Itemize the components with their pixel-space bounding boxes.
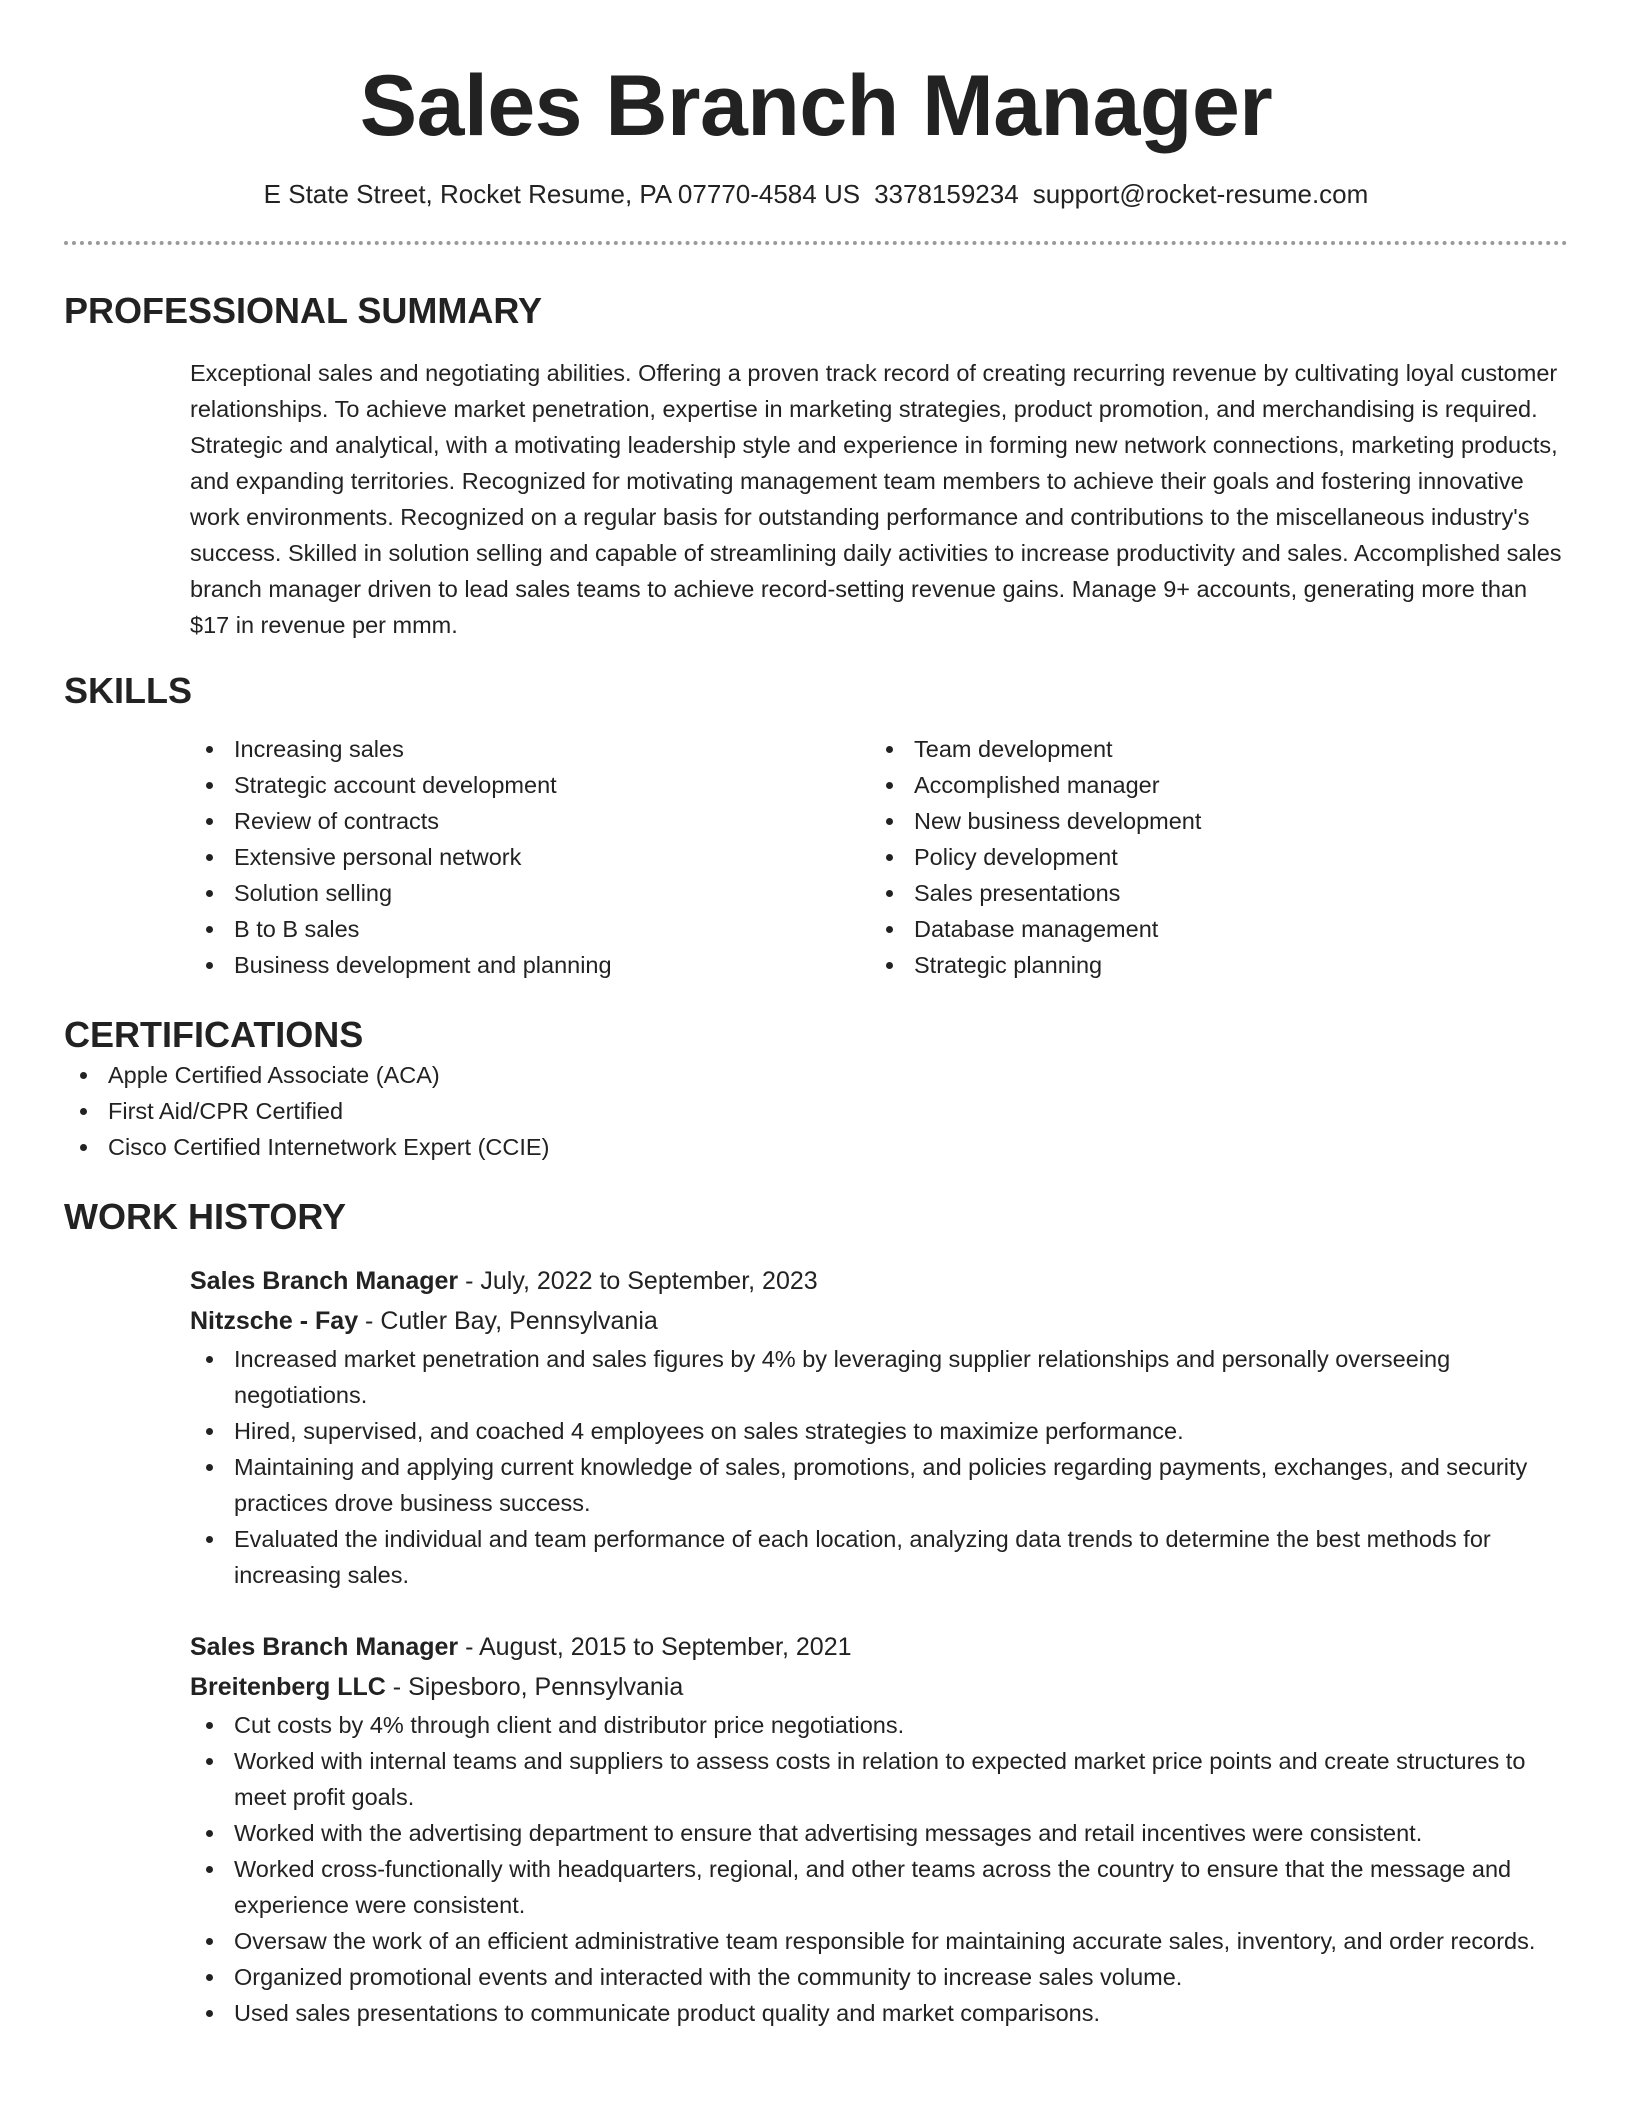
summary-section [64,289,1568,643]
skills-left-list [190,731,870,983]
page-title: Sales Branch Manager [359,58,1273,154]
contact-line [64,178,1568,210]
job-dates: - July, 2022 to September, 2023 [458,1267,818,1295]
skills-section [64,669,1568,983]
list-item: Sales presentations [870,875,1550,911]
list-item: Solution selling [190,875,870,911]
list-item: Accomplished manager [870,767,1550,803]
job-company-line [190,1301,1568,1341]
job-title-line [190,1627,1568,1667]
job-entry [190,1627,1568,2031]
skills-right-list [870,731,1550,983]
list-item: Extensive personal network [190,839,870,875]
list-item: Business development and planning [190,947,870,983]
list-item: Used sales presentations to communicate product quality and market comparisons. [190,1995,1568,2031]
summary-text: Exceptional sales and negotiating abilities. Offering a proven track record of creating recurring revenue by cultivating loyal customer relationships. To achieve market penetration, expertise in marketing strategies, product promotion, and merchandising is required. Strategic and analytical, with a motivating leadership style and experience in forming new network connections, marketing products, and expanding territories. Recognized for motivating management team members to achieve their goals and fostering innovative work environments. Recognized on a regular basis for outstanding performance and contributions to the miscellaneous industry's success. Skilled in solution selling and capable of streamlining daily activities to increase productivity and sales. Accomplished sales branch manager driven to lead sales teams to achieve record-setting revenue gains. Manage 9+ accounts, generating more than $17 in revenue per mmm. [190,360,1562,638]
job-title: Sales Branch Manager [190,1633,459,1661]
list-item: Increasing sales [190,731,870,767]
list-item: Strategic account development [190,767,870,803]
job-entry [190,1261,1568,1593]
job-company: Nitzsche - Fay [190,1307,359,1335]
list-item: Cisco Certified Internetwork Expert (CCIE) [64,1129,1568,1165]
certifications-section [64,1013,1568,1165]
contact-email: support@rocket-resume.com [1032,179,1369,209]
job-title-line [190,1261,1568,1301]
list-item: Worked with the advertising department to ensure that advertising messages and retail incentives were consistent. [190,1815,1568,1851]
list-item: Team development [870,731,1550,767]
list-item: Worked with internal teams and suppliers to assess costs in relation to expected market price points and create structures to meet profit goals. [190,1743,1568,1815]
job-company: Breitenberg LLC [190,1673,386,1701]
work-history-heading: WORK HISTORY [64,1196,347,1237]
list-item: Hired, supervised, and coached 4 employees on sales strategies to maximize performance. [190,1413,1568,1449]
list-item: First Aid/CPR Certified [64,1093,1568,1129]
job-dates: - August, 2015 to September, 2021 [458,1633,852,1661]
list-item: Worked cross-functionally with headquarters, regional, and other teams across the country to ensure that the message and experience were consistent. [190,1851,1568,1923]
certifications-list [64,1057,1568,1165]
contact-address: E State Street, Rocket Resume, PA 07770-4584 US [263,179,861,209]
list-item: B to B sales [190,911,870,947]
list-item: Oversaw the work of an efficient administrative team responsible for maintaining accurate sales, inventory, and order records. [190,1923,1568,1959]
contact-phone: 3378159234 [874,179,1019,209]
job-bullets [190,1707,1568,2031]
list-item: Maintaining and applying current knowledge of sales, promotions, and policies regarding payments, exchanges, and security practices drove business success. [190,1449,1568,1521]
work-history-section [64,1195,1568,2031]
list-item: New business development [870,803,1550,839]
job-location: - Sipesboro, Pennsylvania [385,1673,684,1701]
job-title: Sales Branch Manager [190,1267,459,1295]
header-divider [64,241,1568,245]
certifications-heading: CERTIFICATIONS [64,1014,364,1055]
job-company-line [190,1667,1568,1707]
skills-columns [190,731,1568,983]
job-location: - Cutler Bay, Pennsylvania [358,1307,658,1335]
resume-page [64,0,1568,2031]
summary-heading: PROFESSIONAL SUMMARY [64,290,543,331]
job-bullets [190,1341,1568,1593]
list-item: Apple Certified Associate (ACA) [64,1057,1568,1093]
list-item: Cut costs by 4% through client and distributor price negotiations. [190,1707,1568,1743]
list-item: Strategic planning [870,947,1550,983]
skills-heading: SKILLS [64,670,193,711]
list-item: Policy development [870,839,1550,875]
list-item: Evaluated the individual and team performance of each location, analyzing data trends to determine the best methods for increasing sales. [190,1521,1568,1593]
list-item: Organized promotional events and interacted with the community to increase sales volume. [190,1959,1568,1995]
list-item: Database management [870,911,1550,947]
list-item: Review of contracts [190,803,870,839]
list-item: Increased market penetration and sales figures by 4% by leveraging supplier relationships and personally overseeing negotiations. [190,1341,1568,1413]
